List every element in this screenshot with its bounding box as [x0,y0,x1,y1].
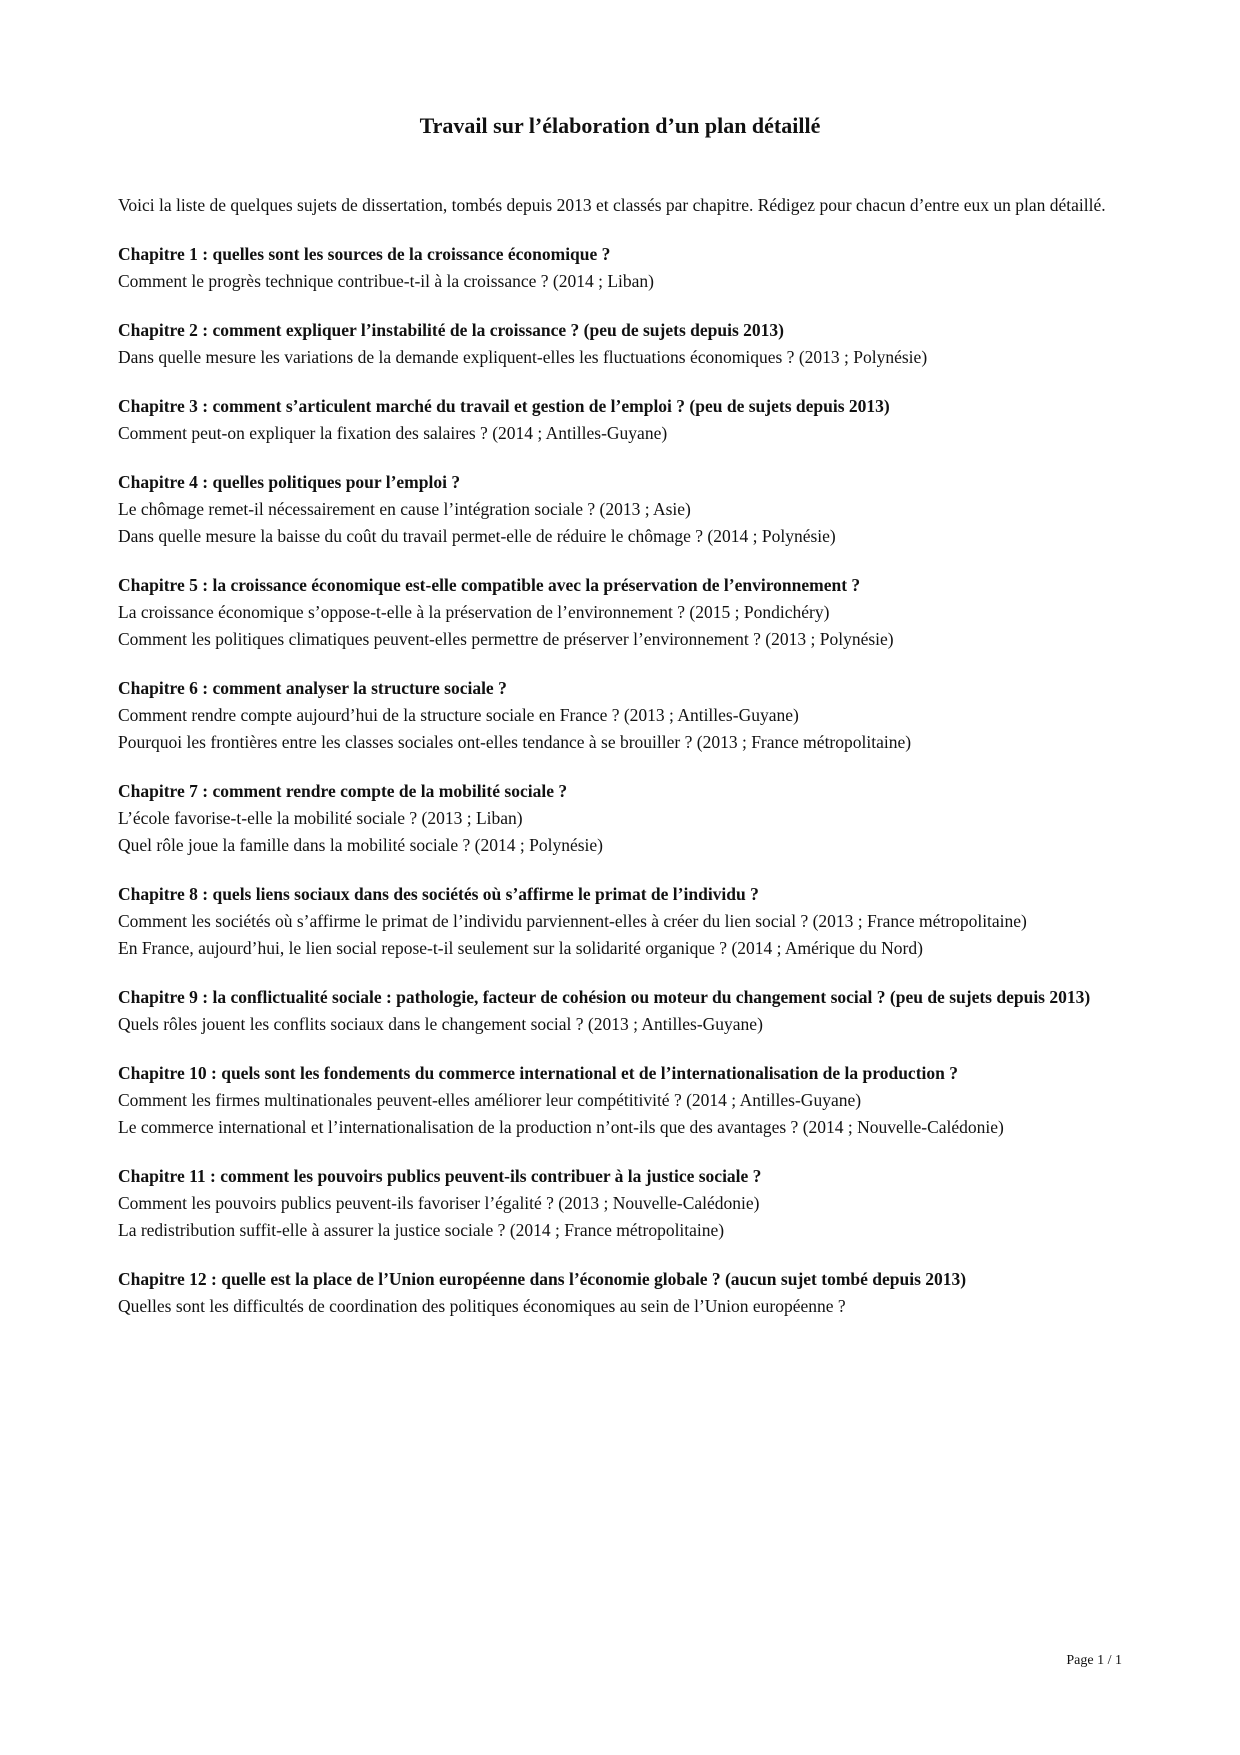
subject-item: Pourquoi les frontières entre les classes sociales ont-elles tendance à se brouiller ? (2013 ; France métropolitaine) [118,732,912,752]
subject-item: Quelles sont les difficultés de coordination des politiques économiques au sein de l’Union européenne ? [118,1296,846,1316]
chapter-block [118,984,1122,1038]
subject-item: Dans quelle mesure la baisse du coût du travail permet-elle de réduire le chômage ? (2014 ; Polynésie) [118,526,836,546]
chapter-block [118,881,1122,962]
subject-item: Le chômage remet-il nécessairement en cause l’intégration sociale ? (2013 ; Asie) [118,499,691,519]
document-title: Travail sur l’élaboration d’un plan détaillé [419,113,821,138]
chapter-block [118,469,1122,550]
chapter-block [118,1163,1122,1244]
subject-item: La redistribution suffit-elle à assurer la justice sociale ? (2014 ; France métropolitaine) [118,1220,725,1240]
chapter-block [118,1060,1122,1141]
chapter-block [118,572,1122,653]
chapter-block [118,241,1122,295]
page-number: Page 1 / 1 [1066,1653,1122,1668]
subject-item: Dans quelle mesure les variations de la demande expliquent-elles les fluctuations économiques ? (2013 ; Polynésie) [118,347,928,367]
subject-item: Comment les pouvoirs publics peuvent-ils favoriser l’égalité ? (2013 ; Nouvelle-Calédonie) [118,1193,760,1213]
chapter-block [118,393,1122,447]
subject-item: Comment peut-on expliquer la fixation des salaires ? (2014 ; Antilles-Guyane) [118,423,668,443]
chapter-heading: Chapitre 3 : comment s’articulent marché du travail et gestion de l’emploi ? (peu de sujets depuis 2013) [118,396,890,416]
subject-item: L’école favorise-t-elle la mobilité sociale ? (2013 ; Liban) [118,808,523,828]
subject-item: Quel rôle joue la famille dans la mobilité sociale ? (2014 ; Polynésie) [118,835,604,855]
subject-item: Comment le progrès technique contribue-t-il à la croissance ? (2014 ; Liban) [118,271,654,291]
chapter-heading: Chapitre 10 : quels sont les fondements du commerce international et de l’internationalisation de la production ? [118,1063,958,1083]
intro-paragraph: Voici la liste de quelques sujets de dissertation, tombés depuis 2013 et classés par chapitre. Rédigez pour chacun d’entre eux un plan détaillé. [118,195,1106,215]
chapter-heading: Chapitre 11 : comment les pouvoirs publics peuvent-ils contribuer à la justice sociale ? [118,1166,762,1186]
chapter-block [118,317,1122,371]
subject-item: Le commerce international et l’internationalisation de la production n’ont-ils que des avantages ? (2014 ; Nouvelle-Calédonie) [118,1117,1004,1137]
subject-item: Comment les firmes multinationales peuvent-elles améliorer leur compétitivité ? (2014 ; Antilles-Guyane) [118,1090,862,1110]
chapter-heading: Chapitre 6 : comment analyser la structure sociale ? [118,678,507,698]
chapter-heading: Chapitre 9 : la conflictualité sociale : pathologie, facteur de cohésion ou moteur du changement social ? (peu de sujets depuis 2013) [118,987,1091,1007]
chapter-block [118,778,1122,859]
subject-item: Comment rendre compte aujourd’hui de la structure sociale en France ? (2013 ; Antilles-Guyane) [118,705,799,725]
chapter-heading: Chapitre 12 : quelle est la place de l’Union européenne dans l’économie globale ? (aucun sujet tombé depuis 2013) [118,1269,967,1289]
chapter-block [118,675,1122,756]
chapter-heading: Chapitre 1 : quelles sont les sources de la croissance économique ? [118,244,611,264]
chapter-heading: Chapitre 5 : la croissance économique est-elle compatible avec la préservation de l’environnement ? [118,575,861,595]
subject-item: La croissance économique s’oppose-t-elle à la préservation de l’environnement ? (2015 ; Pondichéry) [118,602,830,622]
subject-item: En France, aujourd’hui, le lien social repose-t-il seulement sur la solidarité organique ? (2014 ; Amérique du Nord) [118,938,923,958]
chapter-heading: Chapitre 8 : quels liens sociaux dans des sociétés où s’affirme le primat de l’individu ? [118,884,759,904]
chapter-heading: Chapitre 7 : comment rendre compte de la mobilité sociale ? [118,781,568,801]
subject-item: Quels rôles jouent les conflits sociaux dans le changement social ? (2013 ; Antilles-Guyane) [118,1014,763,1034]
chapter-list [118,241,1122,1320]
chapter-heading: Chapitre 2 : comment expliquer l’instabilité de la croissance ? (peu de sujets depuis 2013) [118,320,784,340]
chapter-heading: Chapitre 4 : quelles politiques pour l’emploi ? [118,472,461,492]
subject-item: Comment les sociétés où s’affirme le primat de l’individu parviennent-elles à créer du lien social ? (2013 ; France métropolitaine) [118,911,1027,931]
document-page [118,112,1122,1342]
chapter-block [118,1266,1122,1320]
subject-item: Comment les politiques climatiques peuvent-elles permettre de préserver l’environnement ? (2013 ; Polynésie) [118,629,894,649]
